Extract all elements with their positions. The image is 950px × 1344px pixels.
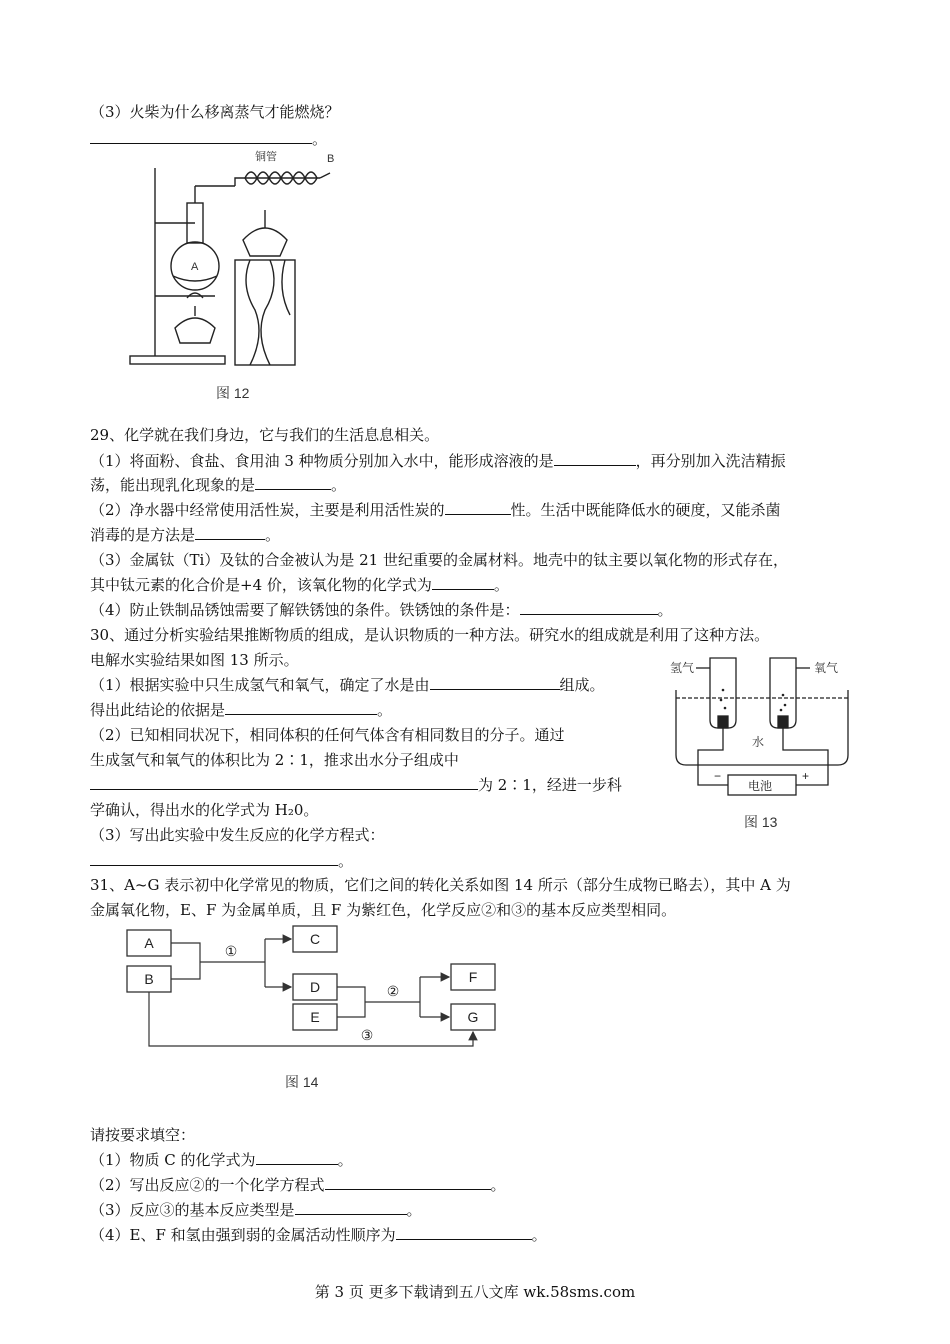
answer-blank[interactable] bbox=[90, 850, 338, 866]
figure-12-apparatus bbox=[125, 148, 360, 373]
q28-sub3-answer: 。 bbox=[90, 128, 327, 150]
node-g-label: G bbox=[467, 1009, 479, 1025]
node-f-label: F bbox=[468, 969, 478, 985]
label-copper-tube: 铜管 bbox=[255, 151, 277, 163]
answer-blank[interactable] bbox=[396, 1224, 532, 1240]
answer-blank[interactable] bbox=[432, 574, 494, 590]
answer-blank[interactable] bbox=[225, 699, 377, 715]
node-d-label: D bbox=[309, 979, 321, 995]
q30-intro2: 电解水实验结果如图 13 所示。 bbox=[90, 651, 299, 669]
q29-sub1-line2: 荡，能出现乳化现象的是 。 bbox=[90, 476, 347, 494]
label-plus: + bbox=[802, 769, 810, 783]
q31-intro2: 金属氧化物，E、F 为金属单质，且 F 为紫红色，化学反应②和③的基本反应类型相同。 bbox=[90, 901, 677, 919]
q30-sub2-line3: 为 2∶1，经进一步科 bbox=[90, 774, 622, 796]
q31-sub2: （2）写出反应②的一个化学方程式 。 bbox=[90, 1176, 506, 1194]
node-e-label: E bbox=[310, 1009, 320, 1025]
answer-blank[interactable] bbox=[520, 599, 658, 615]
label-battery: 电池 bbox=[748, 779, 773, 793]
reaction-2-label: ② bbox=[386, 983, 400, 999]
q29-sub1-line1: （1）将面粉、食盐、食用油 3 种物质分别加入水中，能形成溶液的是 ，再分别加入洗洁精振 bbox=[90, 452, 786, 470]
q31-intro1: 31、A~G 表示初中化学常见的物质，它们之间的转化关系如图 14 所示（部分生成物已略去），其中 A 为 bbox=[90, 876, 791, 894]
answer-blank[interactable] bbox=[554, 450, 636, 466]
q30-sub1-line2: 得出此结论的依据是 。 bbox=[90, 701, 393, 719]
label-hydrogen: 氢气 bbox=[670, 661, 695, 675]
answer-blank[interactable] bbox=[255, 474, 331, 490]
answer-blank[interactable] bbox=[90, 128, 312, 144]
figure-13-electrolysis bbox=[668, 650, 858, 800]
q31-sub1: （1）物质 C 的化学式为 。 bbox=[90, 1151, 353, 1169]
q30-sub3-line2: 。 bbox=[90, 850, 353, 872]
q31-sub3: （3）反应③的基本反应类型是 。 bbox=[90, 1201, 422, 1219]
label-oxygen: 氧气 bbox=[814, 661, 839, 675]
answer-blank[interactable] bbox=[256, 1149, 338, 1165]
q29-intro: 29、化学就在我们身边，它与我们的生活息息相关。 bbox=[90, 426, 440, 444]
reaction-3-label: ③ bbox=[360, 1027, 374, 1043]
answer-blank[interactable] bbox=[445, 499, 511, 515]
reaction-1-label: ① bbox=[224, 943, 238, 959]
q31-prompt: 请按要求填空： bbox=[90, 1126, 196, 1144]
figure-14-caption: 图 14 bbox=[285, 1074, 319, 1090]
answer-blank[interactable] bbox=[430, 674, 560, 690]
q29-sub3-line2: 其中钛元素的化合价是+4 价，该氧化物的化学式为 。 bbox=[90, 576, 509, 594]
q29-sub2-line2: 消毒的是方法是 。 bbox=[90, 526, 281, 544]
label-a: A bbox=[191, 261, 199, 273]
q28-sub3: （3）火柴为什么移离蒸气才能燃烧？ bbox=[90, 103, 340, 121]
q29-sub2-line1: （2）净水器中经常使用活性炭，主要是利用活性炭的 性。生活中既能降低水的硬度，又能杀菌 bbox=[90, 501, 781, 519]
q31-sub4: （4）E、F 和氢由强到弱的金属活动性顺序为 。 bbox=[90, 1226, 547, 1244]
page-footer: 第 3 页 更多下载请到五八文库 wk.58sms.com bbox=[314, 1283, 636, 1301]
figure-12-caption: 图 12 bbox=[216, 385, 250, 401]
node-a-label: A bbox=[144, 935, 154, 951]
answer-blank[interactable] bbox=[90, 774, 478, 790]
q30-sub1-line1: （1）根据实验中只生成氢气和氧气，确定了水是由 组成。 bbox=[90, 676, 605, 694]
node-c-label: C bbox=[309, 931, 321, 947]
q29-sub4: （4）防止铁制品锈蚀需要了解铁锈蚀的条件。铁锈蚀的条件是： 。 bbox=[90, 601, 673, 619]
q29-sub3-line1: （3）金属钛（Ti）及钛的合金被认为是 21 世纪重要的金属材料。地壳中的钛主要以氧化物的形式存在， bbox=[90, 551, 788, 569]
label-minus: − bbox=[714, 769, 722, 783]
answer-blank[interactable] bbox=[195, 524, 265, 540]
answer-blank[interactable] bbox=[325, 1174, 491, 1190]
q30-sub2-line2: 生成氢气和氧气的体积比为 2∶1，推求出水分子组成中 bbox=[90, 751, 459, 769]
node-b-label: B bbox=[144, 971, 154, 987]
figure-14-diagram bbox=[115, 920, 505, 1060]
q30-sub2-line1: （2）已知相同状况下，相同体积的任何气体含有相同数目的分子。通过 bbox=[90, 726, 565, 744]
q30-intro1: 30、通过分析实验结果推断物质的组成，是认识物质的一种方法。研究水的组成就是利用了这种方法。 bbox=[90, 626, 770, 644]
label-water: 水 bbox=[752, 735, 765, 749]
q30-sub3-line1: （3）写出此实验中发生反应的化学方程式： bbox=[90, 826, 385, 844]
label-b: B bbox=[327, 153, 335, 165]
answer-blank[interactable] bbox=[295, 1199, 407, 1215]
q30-sub2-line4: 学确认，得出水的化学式为 H₂0。 bbox=[90, 801, 319, 819]
figure-13-caption: 图 13 bbox=[744, 814, 778, 830]
